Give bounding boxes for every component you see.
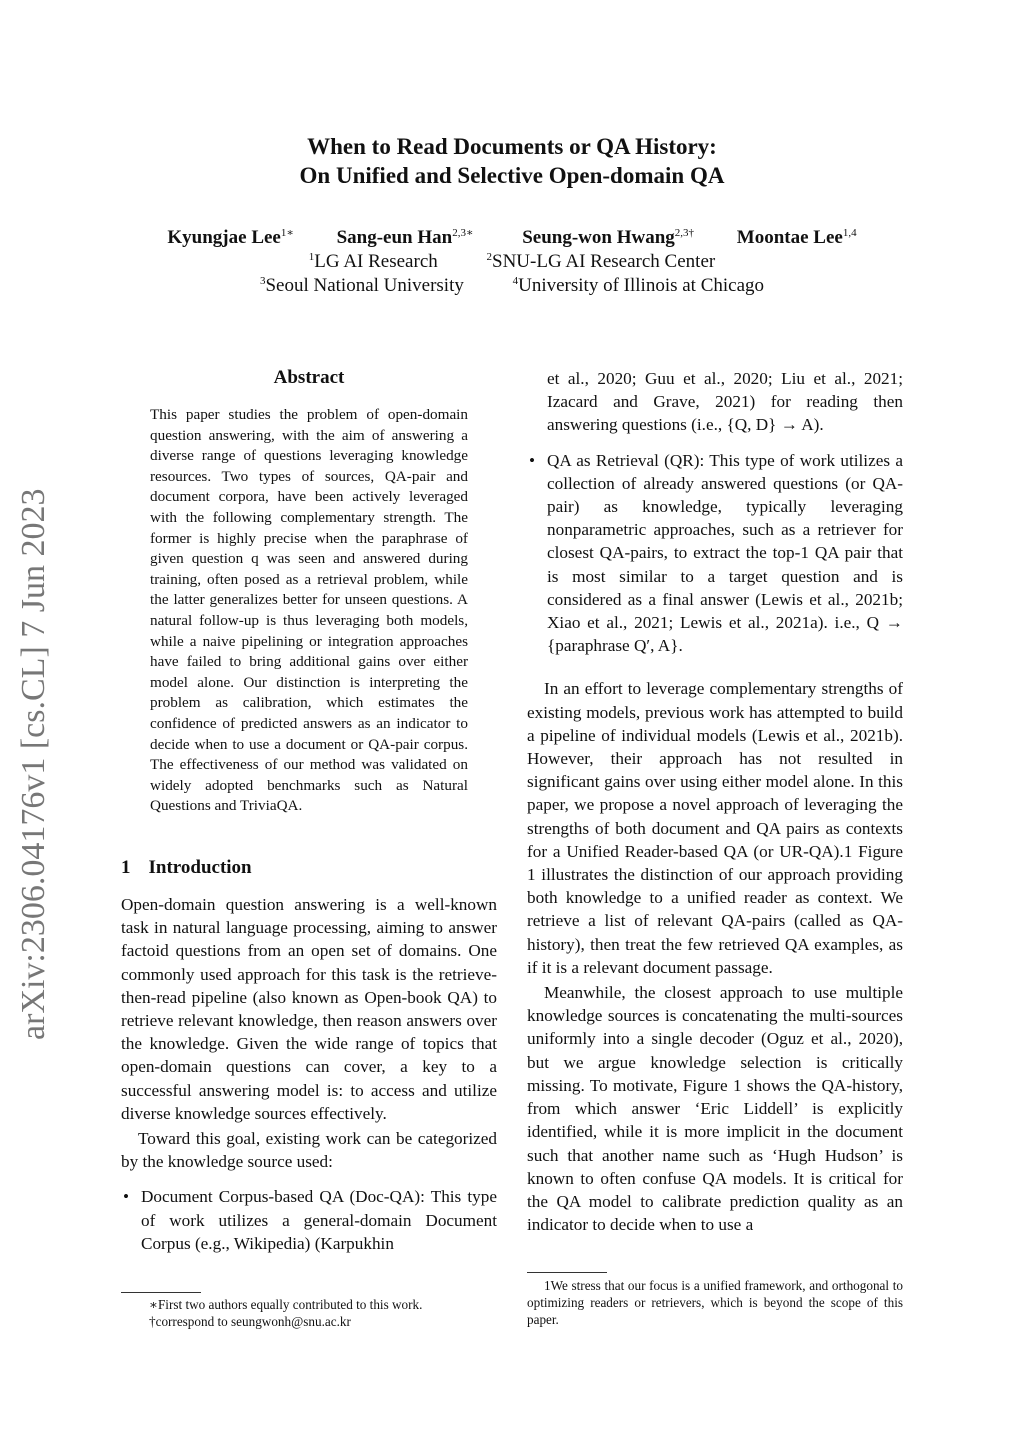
bullet-qr: • QA as Retrieval (QR): This type of work utilizes a collection of already answered questions (or QA-pair) as knowledge, typically leveraging nonparametric approaches, such as a retriever for closest QA-pairs, to extract the top-1 QA pair that is most similar to a target question and is considered as a final answer (Lewis et al., 2021b; Xiao et al., 2021; Lewis et al., 2021a). i.e., Q → {paraphrase Q′, A}. [527,449,903,658]
footnotes-left [121,1296,497,1330]
arxiv-identifier: arXiv:2306.04176v1 [cs.CL] 7 Jun 2023 [15,488,52,1040]
affiliation: $^1$LG AI Research [308,251,438,272]
author-list [0,226,1024,250]
affiliation-row-1 [0,250,1024,274]
intro-paragraph-4: Meanwhile, the closest approach to use multiple knowledge sources is concatenating the multi-sources uniformly into a single decoder (Oguz et al., 2020), but we argue knowledge selection is critically missing. To motivate, Figure 1 shows the QA-history, from which answer ‘Eric Liddell’ is explicitly identified, while it is more implicit in the document such that another name such as ‘Hugh Hudson’ is known to often confuse QA models. It is critical for the QA model to calibrate prediction quality as an indicator to decide when to use a [527,983,903,1235]
intro-paragraph-2: Toward this goal, existing work can be categorized by the knowledge source used: [121,1129,497,1172]
intro-paragraph-1: Open-domain question answering is a well-known task in natural language processing, aiming to answer factoid questions from an open set of domains. One commonly used approach for this task is the retrieve-then-read pipeline (also known as Open-book QA) to retrieve relevant knowledge, then reason answers over the knowledge. Given the wide range of topics that open-domain questions can cover, a key to a successful answering model is: to access and utilize diverse knowledge sources effectively. [121,895,497,1123]
footnote-rule [527,1272,607,1273]
author: Moontae Lee$^{1,4}$ [736,227,857,248]
author: Seung-won Hwang$^{2,3\dagger}$ [522,227,695,248]
intro-paragraph-3: In an effort to leverage complementary strengths of existing models, previous work has attempted to build a pipeline of individual models (Lewis et al., 2021b). However, their approach has not resulted in significant gains over using either model alone. In this paper, we propose a novel approach of leveraging the strengths of both document and QA pairs as contexts for a Unified Reader-based QA (or UR-QA).1 Figure 1 illustrates the distinction of our approach providing both knowledge to a unified reader as context. We retrieve a list of relevant QA-pairs (called as QA-history), then treat the few retrieved QA examples, as if it is a relevant document passage. [527,679,903,977]
footnote-equal-contribution: ∗First two authors equally contributed to this work. [149,1297,423,1312]
footnote-correspondence: †correspond to seungwonh@snu.ac.kr [149,1314,351,1329]
left-column [121,893,497,1255]
author: Sang-eun Han$^{2,3∗}$ [336,227,474,248]
affiliation: $^4$University of Illinois at Chicago [512,275,765,296]
footnote-unified-framework: 1We stress that our focus is a unified framework, and orthogonal to optimizing readers or retrievers, which is beyond the scope of this paper. [527,1278,903,1327]
bullet-doc-qa-continued: et al., 2020; Guu et al., 2020; Liu et al., 2021; Izacard and Grave, 2021) for reading then answering questions (i.e., {Q, D} → A). [547,369,903,435]
footnote-rule [121,1292,201,1293]
abstract-body: This paper studies the problem of open-domain question answering, with the aim of answering a diverse range of questions leveraging knowledge resources. Two types of sources, QA-pair and document corpora, have been actively leveraged with the following complementary strength. The former is highly precise when the paraphrase of given question q was seen and answered during training, often posed as a retrieval problem, while the latter generalizes better for unseen questions. A natural follow-up is thus leveraging both models, while a naive pipelining or integration approaches have failed to bring additional gains over either model alone. Our distinction is interpreting the problem as calibration, which estimates the confidence of predicted answers as an indicator to decide when to use a document or QA-pair corpus. The effectiveness of our method was validated on widely adopted benchmarks such as Natural Questions and TriviaQA. [150,406,468,815]
paper-title-line-1: When to Read Documents or QA History: [307,134,717,159]
affiliation-row-2 [0,274,1024,298]
abstract-heading: Abstract [273,367,345,388]
affiliation: $^3$Seoul National University [259,275,464,296]
author: Kyungjae Lee$^{1∗}$ [167,227,294,248]
section-heading-introduction: 1 Introduction [121,857,252,878]
right-column [527,367,903,1236]
paper-title-line-2: On Unified and Selective Open-domain QA [299,163,725,188]
affiliation: $^2$SNU-LG AI Research Center [486,251,716,272]
bullet-doc-qa: • Document Corpus-based QA (Doc-QA): This type of work utilizes a general-domain Document Corpus (e.g., Wikipedia) (Karpukhin [121,1185,497,1255]
